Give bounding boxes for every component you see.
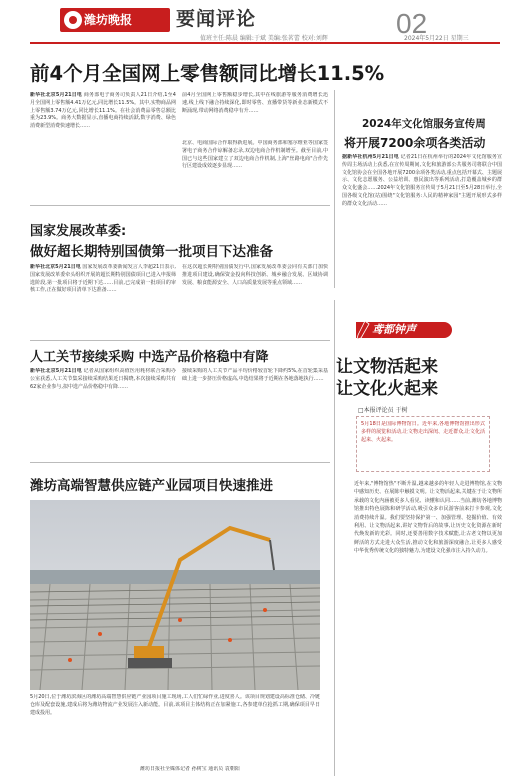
- library-headline-2: 将开展7200余项各类活动: [344, 136, 486, 150]
- masthead-rule: [30, 42, 500, 44]
- procurement-text-1: 记者从国家组织高值医用耗材联合采购办公室获悉,人工关节集采接续采购结果近日揭晓,本次接续采购共有62家企业参与,拟中选产品价格稳中有降……: [30, 368, 176, 390]
- library-body: [342, 154, 502, 288]
- retail-text-2: 前4月全国网上零售额稳步增长,其中在线旅游等服务消费增长迅速,线上线下融合持续深化,即时零售、直播带货等新业态新模式不断涌现,带动网络消费稳中有升……: [182, 92, 328, 114]
- logo-text: 潍坊晚报: [84, 13, 133, 27]
- section-divider: [30, 462, 330, 463]
- procurement-body-col2: [182, 368, 328, 454]
- staff-credits: 值班主任:陈晨 编辑:于斌 美编:张茗蕾 校对:刘辉: [200, 35, 328, 42]
- retail-body-col1: [30, 92, 176, 200]
- procurement-body-col1: [30, 368, 176, 454]
- section-divider: [30, 340, 330, 341]
- page-number: 02: [396, 8, 428, 39]
- photo-credit: 潍坊日报社全媒体记者 孙树宝 通讯员 袁朝阳: [140, 766, 240, 772]
- procurement-dateline: 新华社北京5月21日电: [30, 368, 82, 374]
- column-divider: [334, 90, 335, 288]
- caption-text: 5月20日,位于潍坊滨海区的潍坊高端智慧供应链产业园项目施工现场,工人们忙碌作业,进度喜人。该项目规划建设高标准仓储、冷链仓库及配套设施,建成后将为潍坊物流产业发展注入新动能。目前,该项目主体结构正在加紧施工,各参建单位抢抓工期,确保项目早日建成投用。: [30, 694, 320, 716]
- bonds-dateline: 新华社北京5月21日电: [30, 264, 81, 270]
- commentary-editor-note: [356, 416, 490, 472]
- construction-site-image: [30, 500, 320, 690]
- newspaper-logo: [60, 8, 170, 32]
- commentary-column-name: 鸢都钟声: [372, 323, 416, 336]
- library-dateline: 据新华社杭州5月21日电: [342, 154, 399, 160]
- bonds-text-2: 在这次超长期特别国债发行中,国家发展改革委会同有关部门加快推进项目建设,确保资金投向科技创新、城乡融合发展、区域协调发展、粮食能源安全、人口高质量发展等重点领域……: [182, 264, 328, 286]
- section-divider: [30, 205, 330, 206]
- section-title: 要闻评论: [176, 8, 257, 30]
- bonds-body-col1: [30, 264, 176, 336]
- logo-emblem-icon: [64, 11, 82, 29]
- retail-headline: 前4个月全国网上零售额同比增长11.5%: [30, 62, 385, 85]
- commentary-banner: [356, 318, 452, 340]
- commentary-title-2: 让文化火起来: [336, 379, 438, 399]
- commentary-body: 近年来,"博物馆热"不断升温,越来越多的年轻人走进博物馆,在文物中感知历史、在展陈中触摸文明。让文物活起来,关键在于让文物所承载的文化内涵被更多人看见、读懂和认同……当前,潍坊各地博物馆推出特色展陈和研学活动,吸引众多市民游客前来打卡参观,文化消费持续升温。我们要坚持保护第一、加强管理、挖掘价值、有效利用、让文物活起来,讲好文物背后的故事,让历史文化资源在新时代焕发新的光彩。同时,还要善用数字技术赋能,让古老文物以更加鲜活的方式走进大众生活,推动文化和旅游深度融合,让更多人感受中华优秀传统文化的独特魅力,为建设文化强市注入持久动力。: [354, 481, 502, 555]
- issue-date: 2024年5月22日 星期三: [404, 35, 469, 42]
- retail-dateline: 新华社北京5月21日电: [30, 92, 83, 98]
- procurement-text-2: 接续采购的人工关节产品平均价格较首轮下降约5%,在首轮集采基础上进一步挤压价格虚高,中选结果将于近期在各地落地执行……: [182, 368, 328, 382]
- procurement-headline: 人工关节接续采购 中选产品价格稳中有降: [30, 350, 269, 365]
- library-headline-1: 2024年文化馆服务宣传周: [362, 118, 486, 130]
- retail-text-1: 商务部电子商务司负责人21日介绍,1至4月全国网上零售额4.41万亿元,同比增长11.5%。其中,实物商品网上零售额3.74万亿元,同比增长11.1%。在社会消费品零售总额比重为23.9%。商务大数据显示,直播电商持续活跃,数字消费、绿色消费新型消费快速增长……: [30, 92, 176, 130]
- bonds-body-col2: [182, 264, 328, 336]
- bonds-headline-1: 国家发展改革委:: [30, 224, 127, 239]
- masthead: [0, 0, 530, 46]
- column-divider: [334, 300, 335, 776]
- commentary-byline: □本报评论员 于树: [358, 407, 408, 414]
- library-text: 记者21日在杭州举行的2024年文化馆服务宣传周主场活动上获悉,在宣传周期间,文化和旅游部公共服务司将联合中国文化馆协会在全国各地开展7200余项各类活动,重点包括开幕式、主题展示、文化志愿服务、公益培训、惠民演出等系列活动,打造覆盖城乡的群众文化盛会……2024年文化馆服务宣传周于5月21日至5月28日举行,全国各级文化馆(站)围绕"文化馆服务:人民的精神家园"主题开展形式多样的群众文化活动……: [342, 154, 502, 207]
- photo-caption: [30, 694, 320, 776]
- bonds-text-1: 国家发展改革委新闻发言人李超21日表示,国家发展改革委牵头组织开展的超长期特别国债项目已进入申报筛选阶段,第一批项目将于近期下达……目前,已完成第一批项目的审核工作,正在做好项目清单下达准备……: [30, 264, 176, 294]
- editor-note-text: 5月18日是国际博物馆日。近年来,各地博物馆推出形式多样的展览和活动,让文物走出深闺、走近群众,让文化活起来、火起来。: [361, 421, 485, 443]
- construction-photo: [30, 500, 320, 690]
- crossborder-body: [182, 140, 328, 200]
- commentary-title-1: 让文物活起来: [336, 357, 438, 377]
- retail-body-col2: [182, 92, 328, 138]
- industrial-headline: 潍坊高端智慧供应链产业园项目快速推进: [30, 478, 273, 494]
- crossborder-text: 北京、电商国际合作取得新进展。中国商务部和塞尔维亚等国家签署电子商务合作谅解备忘录,双边电商合作机制增至。截至目前,中国已与这些国家建立了双边电商合作机制,上海"丝路电商"合作先行区建设成效逐步显现……: [182, 140, 328, 170]
- pen-icon: [356, 320, 370, 340]
- bonds-headline-2: 做好超长期特别国债第一批项目下达准备: [30, 244, 273, 260]
